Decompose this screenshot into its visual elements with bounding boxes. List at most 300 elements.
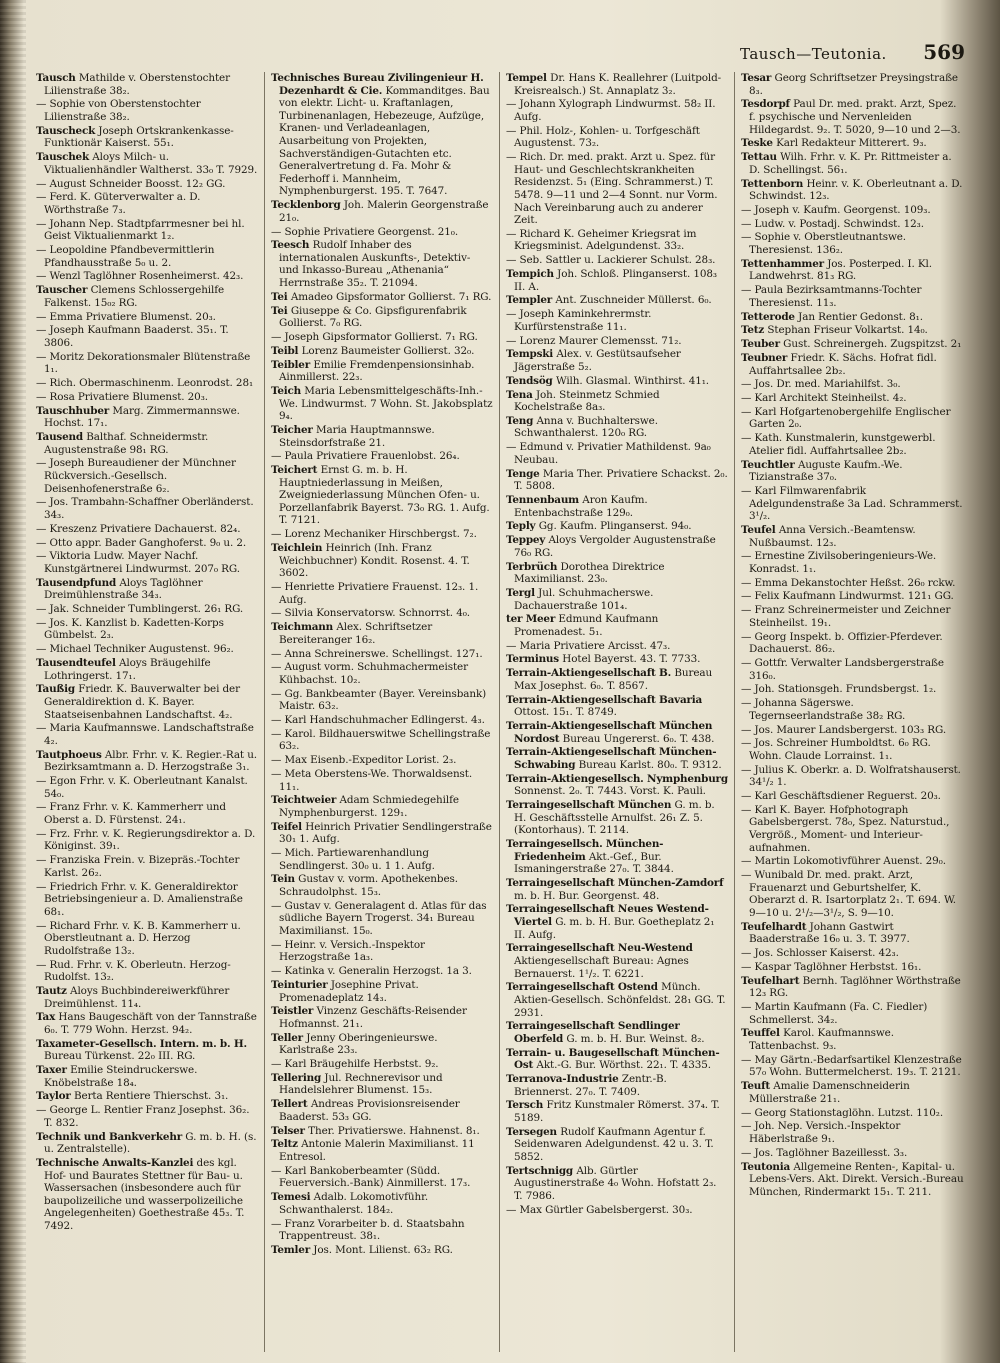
directory-entry [506, 468, 728, 493]
entry-text: Giuseppe & Co. Gipsfigurenfabrik Gollierst. 7₀ RG. [279, 304, 467, 330]
directory-entry [36, 151, 258, 176]
directory-entry [271, 1191, 493, 1216]
directory-entry [741, 855, 964, 868]
entry-text: — Gottfr. Verwalter Landsbergerstraße 316₀. [741, 657, 944, 682]
directory-entry [271, 821, 493, 846]
directory-entry [271, 1165, 493, 1190]
directory-entry [741, 737, 964, 762]
directory-entry [36, 270, 258, 283]
directory-entry [506, 254, 728, 267]
directory-entry [271, 1072, 493, 1097]
entry-text: — Johann Xylograph Lindwurmst. 58₂ II. Aufg. [506, 98, 716, 123]
entry-text: Bureau Karlst. 80₀. T. 9312. [578, 758, 722, 771]
entry-headword: Tausendteufel [36, 657, 116, 669]
directory-entry [741, 1147, 964, 1160]
entry-text: — Joh. Nep. Versich.-Inspektor Häberlstraße 9₁. [741, 1120, 901, 1145]
directory-entry [271, 1098, 493, 1123]
entry-text: Bureau Türkenst. 22₀ III. RG. [44, 1050, 196, 1063]
directory-entry [506, 335, 728, 348]
entry-headword: Teibl [271, 344, 299, 357]
entry-text: Rudolf Inhaber des internationalen Auskunfts-, Detektiv- und Inkasso-Bureau „Athenania“ Herrnstraße 35₂. T. 21094. [279, 239, 471, 290]
entry-headword: Tautz [36, 984, 67, 997]
entry-text: — Katinka v. Generalin Herzogst. 1a 3. [271, 965, 472, 978]
directory-entry [36, 801, 258, 826]
directory-entry [506, 746, 728, 771]
directory-entry [36, 550, 258, 575]
entry-headword: Teesch [271, 239, 310, 252]
entry-headword: Teicher [271, 423, 313, 436]
directory-entry [506, 1165, 728, 1203]
entry-text: Gust. Schreinergeh. Zugspitzst. 2₁ [783, 338, 962, 351]
entry-text: Alex. Schriftsetzer Bereiteranger 16₂. [279, 621, 433, 646]
entry-text: Allgemeine Renten-, Kapital- u. Lebens-Vers. Akt. Direkt. Versich.-Bureau München, Rindermarkt 15₁. T. 211. [749, 1160, 964, 1198]
entry-text: Amalie Damenschneiderin Müllerstraße 21₁. [749, 1080, 910, 1105]
entry-text: Ottost. 15₁. T. 8749. [514, 706, 617, 719]
directory-entry [271, 939, 493, 964]
entry-headword: Technik und Bankverkehr [36, 1130, 182, 1143]
directory-entry [741, 975, 964, 1000]
directory-entry [271, 424, 493, 449]
entry-text: Jos. Mont. Lilienst. 63₂ RG. [313, 1243, 453, 1256]
directory-entry [36, 617, 258, 642]
directory-entry [36, 457, 258, 495]
entry-headword: ter Meer [506, 613, 556, 626]
entry-headword: Tersegen [506, 1125, 557, 1138]
directory-entry [36, 577, 258, 602]
directory-entry [36, 244, 258, 269]
entry-text: Emilie Fremdenpensionsinhab. Ainmillerst. 22₃. [279, 358, 475, 384]
entry-text: G. m. b. H. (s. u. Zentralstelle). [44, 1130, 257, 1156]
entry-headword: Teibler [271, 358, 310, 371]
directory-entry [271, 199, 493, 224]
entry-text: Stephan Friseur Volkartst. 14₀. [767, 324, 928, 337]
directory-entry [741, 631, 964, 656]
entry-text: — Joseph Kaminkehrermstr. Kurfürstenstraße 11₁. [506, 308, 652, 333]
entry-text: Jan Rentier Gedonst. 8₁. [798, 310, 923, 323]
entry-text: — Richard K. Geheimer Kriegsrat im Kriegsminist. Adelgundenst. 33₂. [506, 227, 697, 253]
directory-entry [36, 749, 258, 774]
entry-headword: Teller [271, 1031, 303, 1044]
entry-text: — Kreszenz Privatiere Dachauerst. 82₄. [36, 522, 241, 535]
entry-text: G. m. b. H. Bur. Weinst. 8₂. [566, 1032, 705, 1045]
directory-entry [271, 607, 493, 620]
entry-text: Friedr. K. Sächs. Hofrat fidl. Auffahrtsallee 2b₂. [749, 351, 937, 377]
entry-text: Aron Kaufm. Entenbachstraße 129₀. [514, 494, 648, 519]
directory-entry [36, 496, 258, 521]
directory-entry [741, 1161, 964, 1199]
directory-entry [271, 768, 493, 793]
directory-entry [741, 921, 964, 946]
entry-headword: Tempich [506, 268, 554, 281]
entry-text: Sonnenst. 2₀. T. 7443. Vorst. K. Pauli. [514, 785, 706, 798]
directory-entry [741, 406, 964, 431]
entry-text: Bureau Max Josephst. 6₀. T. 8567. [514, 667, 713, 692]
entry-text: — Karl Hofgartenobergehilfe Englischer Garten 2₀. [741, 405, 951, 431]
entry-headword: Tein [271, 873, 295, 886]
entry-text: — Friedrich Frhr. v. K. Generaldirektor Betriebsingenieur a. D. Amalienstraße 68₁. [36, 880, 243, 918]
entry-headword: Tergl [506, 586, 535, 599]
directory-entry [271, 1125, 493, 1138]
entry-headword: Teufel [741, 523, 776, 536]
entry-headword: Tesar [741, 72, 772, 84]
entry-text: — Rosa Privatiere Blumenst. 20₃. [36, 390, 208, 403]
entry-text: Antonie Malerin Maximilianst. 11 Entresol. [279, 1138, 475, 1163]
entry-text: Jos. Posterped. I. Kl. Landwehrst. 81₃ RG. [749, 257, 932, 283]
directory-columns [30, 72, 970, 1352]
column-2 [265, 72, 500, 1352]
directory-entry [741, 218, 964, 231]
entry-text: — Kath. Kunstmalerin, kunstgewerbl. Atelier fidl. Auffahrtsallee 2b₂. [741, 432, 936, 457]
directory-entry [506, 1047, 728, 1072]
directory-entry [741, 311, 964, 324]
entry-headword: Tausch [36, 72, 76, 84]
entry-text: — Martin Lokomotivführer Auenst. 29₀. [741, 855, 946, 868]
entry-text: — Jak. Schneider Tumblingerst. 26₁ RG. [36, 603, 244, 616]
directory-entry [36, 1157, 258, 1233]
column-4 [735, 72, 970, 1352]
directory-entry [36, 985, 258, 1010]
directory-entry [741, 869, 964, 919]
entry-headword: Tena [506, 388, 533, 401]
directory-entry [36, 643, 258, 656]
directory-entry [506, 294, 728, 307]
directory-entry [506, 613, 728, 638]
entry-text: — Rud. Frhr. v. K. Oberleutn. Herzog-Rudolfst. 13₂. [36, 958, 231, 984]
entry-headword: Terraingesellschaft Sendlinger Oberfeld [506, 1020, 680, 1045]
directory-entry [506, 415, 728, 440]
entry-headword: Tempski [506, 348, 554, 361]
entry-text: Karl Redakteur Mitterert. 9₃. [776, 137, 927, 150]
directory-entry [36, 537, 258, 550]
entry-text: Joh. Malerin Georgenstraße 21₀. [279, 199, 489, 224]
directory-entry [36, 775, 258, 800]
entry-text: — Jos. Trambahn-Schaffner Oberländerst. 34₃. [36, 496, 254, 521]
directory-entry [506, 228, 728, 253]
entry-headword: Terraingesellschaft München [506, 799, 672, 812]
column-1 [30, 72, 265, 1352]
entry-text: — Emma Privatiere Blumenst. 20₃. [36, 310, 216, 323]
entry-text: — Max Gürtler Gabelsbergerst. 30₃. [506, 1203, 693, 1216]
entry-text: Marg. Zimmermannswe. Hochst. 17₁. [44, 404, 240, 430]
directory-entry [271, 385, 493, 423]
entry-text: — Joseph Bureaudiener der Münchner Rückversich.-Gesellsch. Deisenhofenerstraße 6₂. [36, 457, 236, 495]
entry-headword: Terbrüch [506, 560, 558, 573]
directory-entry [741, 524, 964, 549]
entry-text: m. b. H. Bur. Georgenst. 48. [514, 889, 660, 902]
entry-headword: Teply [506, 520, 536, 533]
directory-entry [271, 464, 493, 527]
entry-text: — Gg. Bankbeamter (Bayer. Vereinsbank) Maistr. 63₂. [271, 687, 487, 713]
entry-text: — Franz Frhr. v. K. Kammerherr und Oberst a. D. Fürstenst. 24₁. [36, 801, 226, 827]
entry-headword: Taußig [36, 683, 75, 696]
entry-headword: Tellering [271, 1071, 322, 1084]
entry-headword: Tenge [506, 467, 540, 480]
directory-entry [741, 352, 964, 377]
entry-headword: Teufelhart [741, 974, 800, 987]
entry-text: — Wenzl Taglöhner Rosenheimerst. 42₃. [36, 270, 244, 283]
entry-headword: Teuchtler [741, 458, 795, 471]
entry-text: Johann Gastwirt Baaderstraße 16₀ u. 3. T. 3977. [749, 920, 910, 946]
entry-text: Joh. Schloß. Plinganserst. 108₃ II. A. [514, 268, 717, 293]
entry-text: — Edmund v. Privatier Mathildenst. 9a₀ Neubau. [506, 441, 711, 466]
entry-text: des kgl. Hof- und Baurates Stettner für Bau- u. Wassersachen (insbesondere auch für baupolizeiliche und wasserpolizeiliche Angelegenheiten) Goethestraße 45₃. T. 7492. [44, 1156, 245, 1232]
directory-entry [506, 534, 728, 559]
directory-entry [741, 378, 964, 391]
entry-headword: Terrain-Aktiengesellschaft München Nordost [506, 719, 713, 745]
entry-headword: Tetz [741, 324, 765, 337]
entry-text: — August vorm. Schuhmachermeister Kühbachst. 10₂. [271, 661, 468, 686]
directory-entry [36, 828, 258, 853]
entry-headword: Teifel [271, 820, 302, 833]
entry-text: Gustav v. vorm. Apothekenbes. Schraudolphst. 15₃. [279, 873, 458, 899]
entry-text: Ernst G. m. b. H. Hauptniederlassung in Meißen, Zweigniederlassung München Ofen- u. Porzellanfabrik Bayerst. 73₀ RG. 1. Aufg. T. 7121. [279, 464, 490, 527]
entry-text: Akt.-Gef., Bur. Ismaningerstraße 27₀. T. 3844. [514, 850, 674, 876]
entry-headword: Tautphoeus [36, 748, 102, 761]
entry-text: — Rich. Dr. med. prakt. Arzt u. Spez. für Haut- und Geschlechtskrankheiten Residenzst. 5₁ (Eing. Schrammerst.) T. 5478. 9—11 und 2—4 Sonnt. nur Vorm. Nach Vereinbarung auch zu anderer Zeit. [506, 151, 718, 227]
entry-headword: Terrain- u. Baugesellschaft München-Ost [506, 1046, 720, 1072]
entry-text: Edmund Kaufmann Promenadest. 5₁. [514, 613, 659, 638]
entry-text: Paul Dr. med. prakt. Arzt, Spez. f. psychische und Nervenleiden Hildegardst. 9₂. T. 5020, 9—10 und 2—3. [749, 98, 961, 136]
directory-entry [271, 345, 493, 358]
entry-text: — Joseph Gipsformator Gollierst. 7₁ RG. [271, 331, 478, 343]
entry-text: Bernh. Taglöhner Wörthstraße 12₃ RG. [749, 974, 961, 1000]
directory-entry [506, 1126, 728, 1164]
entry-headword: Teske [741, 137, 773, 150]
directory-entry [271, 305, 493, 330]
entry-headword: Tesdorpf [741, 98, 790, 111]
entry-headword: Tendsög [506, 374, 553, 387]
entry-text: Hans Baugeschäft von der Tannstraße 6₀. T. 779 Wohn. Herzst. 94₂. [44, 1011, 257, 1036]
entry-text: — Karl Handschuhmacher Edlingerst. 4₃. [271, 714, 485, 727]
entry-headword: Teutonia [741, 1160, 791, 1173]
directory-entry [36, 218, 258, 243]
directory-entry [741, 204, 964, 217]
directory-entry [36, 683, 258, 721]
entry-text: Aloys Bräugehilfe Lothringerst. 17₁. [44, 657, 211, 682]
directory-entry [36, 722, 258, 747]
entry-headword: Teubner [741, 351, 788, 364]
entry-headword: Tei [271, 304, 288, 317]
entry-text: Josephine Privat. Promenadeplatz 14₃. [279, 978, 419, 1004]
entry-text: — Johanna Sägerswe. Tegernseerlandstraße 38₂ RG. [741, 697, 906, 722]
entry-headword: Teistler [271, 1005, 314, 1018]
directory-entry [36, 72, 258, 97]
column-3 [500, 72, 735, 1352]
directory-entry [271, 226, 493, 239]
entry-text: Adalb. Lokomotivführ. Schwanthalerst. 184₂. [279, 1191, 429, 1216]
entry-headword: Tauschhuber [36, 404, 110, 417]
directory-entry [271, 359, 493, 384]
running-title: Tausch—Teutonia. [740, 45, 887, 63]
entry-headword: Technische Anwalts-Kanzlei [36, 1156, 194, 1169]
entry-headword: Tettenborn [741, 177, 804, 190]
directory-entry [741, 550, 964, 575]
entry-text: Münch. Aktien-Gesellsch. Schönfeldst. 28₁ GG. T. 2931. [514, 981, 726, 1019]
entry-text: — Franziska Frein. v. Bizepräs.-Tochter Karlst. 26₂. [36, 854, 240, 879]
directory-entry [506, 389, 728, 414]
entry-text: — Karl Bräugehilfe Herbstst. 9₂. [271, 1058, 439, 1071]
directory-entry [36, 1090, 258, 1103]
entry-text: Fritz Kunstmaler Römerst. 37₄. T. 5189. [514, 1099, 720, 1125]
entry-text: — Karl Geschäftsdiener Reguerst. 20₃. [741, 790, 941, 803]
directory-entry [36, 523, 258, 536]
entry-headword: Teinturier [271, 978, 328, 991]
entry-text: — Richard Frhr. v. K. B. Kammerherr u. Oberstleutnant a. D. Herzog Rudolfstraße 13₂. [36, 919, 241, 957]
directory-entry [36, 881, 258, 919]
directory-entry [741, 804, 964, 854]
entry-headword: Tauscher [36, 284, 88, 297]
directory-entry [36, 657, 258, 682]
entry-headword: Terminus [506, 653, 559, 666]
directory-entry [506, 653, 728, 666]
directory-entry [506, 348, 728, 373]
directory-entry [271, 1218, 493, 1243]
entry-headword: Terraingesellschaft München-Zamdorf [506, 877, 724, 890]
entry-headword: Tettenhammer [741, 257, 824, 270]
directory-entry [506, 694, 728, 719]
directory-entry [506, 1020, 728, 1045]
entry-text: — Julius K. Oberkr. a. D. Wolfratshauserst. 34¹/₂ 1. [741, 763, 961, 789]
directory-entry [271, 1138, 493, 1163]
entry-text: Karol. Kaufmannswe. Tattenbachst. 9₃. [749, 1027, 894, 1053]
entry-text: — Martin Kaufmann (Fa. C. Fiedler) Schmellerst. 34₂. [741, 1001, 928, 1026]
entry-text: — Karl Bankoberbeamter (Südd. Feuerversich.-Bank) Ainmillerst. 17₃. [271, 1164, 471, 1190]
entry-text: — Jos. Dr. med. Mariahilfst. 3₀. [741, 378, 901, 391]
directory-entry [271, 72, 493, 198]
entry-text: — Max Eisenb.-Expeditor Lorist. 2₃. [271, 754, 457, 767]
entry-text: — Mich. Partiewarenhandlung Sendlingerst. 30₀ u. 1 1. Aufg. [271, 847, 435, 872]
entry-headword: Terraingesellschaft Neu-Westend [506, 942, 693, 955]
directory-entry [506, 587, 728, 612]
directory-entry [36, 351, 258, 376]
entry-text: — Joseph Kaufmann Baaderst. 35₁. T. 3806. [36, 324, 229, 349]
entry-text: Vinzenz Geschäfts-Reisender Hofmannst. 21₁. [279, 1005, 467, 1030]
entry-text: Kommanditges. Bau von elektr. Licht- u. Kraftanlagen, Turbinenanlagen, Hebezeuge, Aufzüge, Kranen- und Verladeanlagen, Ausarbeitung von Projekten, Sachverständigen-Gutachten etc. Generalvertretung d. Fa. Mohr & Federhoff i. Mannheim, Nymphenburgerst. 195. T. 7647. [279, 84, 490, 198]
directory-entry [271, 581, 493, 606]
directory-entry [506, 375, 728, 388]
entry-text: — Jos. Schreiner Humboldtst. 6₀ RG. Wohn. Claude Lorrainst. 1₁. [741, 737, 931, 762]
entry-text: — Sophie Privatiere Georgenst. 21₀. [271, 225, 459, 238]
directory-entry [271, 754, 493, 767]
entry-headword: Teuber [741, 338, 780, 351]
entry-text: — Heinr. v. Versich.-Inspektor Herzogstraße 1a₃. [271, 938, 425, 964]
entry-text: — Frz. Frhr. v. K. Regierungsdirektor a. D. Königinst. 39₁. [36, 827, 256, 853]
entry-text: — Franz Vorarbeiter b. d. Staatsbahn Trappentreust. 38₁. [271, 1217, 465, 1243]
directory-entry [506, 720, 728, 745]
directory-entry [506, 561, 728, 586]
entry-headword: Terrain-Aktiengesellschaft München-Schwabing [506, 746, 717, 771]
entry-text: — Rich. Obermaschinenm. Leonrodst. 28₁ [36, 377, 254, 390]
entry-text: — Kaspar Taglöhner Herbstst. 16₁. [741, 960, 922, 973]
directory-entry [36, 311, 258, 324]
directory-entry [271, 661, 493, 686]
entry-text: Maria Ther. Privatiere Schackst. 2₀. T. 5808. [514, 467, 728, 493]
directory-entry [271, 648, 493, 661]
entry-text: — Sophie von Oberstenstochter Lilienstraße 38₂. [36, 98, 201, 123]
directory-entry [741, 590, 964, 603]
entry-text: Wilh. Glasmal. Winthirst. 41₁. [555, 374, 709, 387]
entry-headword: Teltz [271, 1138, 298, 1151]
entry-headword: Teuffel [741, 1027, 780, 1040]
directory-entry [741, 577, 964, 590]
entry-text: Aloys Buchbindereiwerkführer Dreimühlenst. 11₄. [44, 984, 230, 1010]
entry-text: Amadeo Gipsformator Gollierst. 7₁ RG. [290, 290, 492, 303]
entry-text: — Jos. K. Kanzlist b. Kadetten-Korps Gümbelst. 2₃. [36, 616, 224, 642]
directory-entry [741, 137, 964, 150]
directory-entry [741, 1027, 964, 1052]
directory-entry [271, 450, 493, 463]
entry-text: — Lorenz Maurer Clemensst. 71₂. [506, 334, 682, 347]
directory-entry [506, 877, 728, 902]
directory-entry [741, 151, 964, 176]
entry-headword: Tax [36, 1011, 56, 1024]
directory-entry [741, 459, 964, 484]
entry-text: — Karl Architekt Steinheilst. 4₂. [741, 392, 907, 405]
directory-entry [506, 799, 728, 837]
entry-text: — Ludw. v. Postadj. Schwindst. 12₃. [741, 217, 924, 230]
entry-text: Dorothea Direktrice Maximilianst. 23₀. [514, 560, 665, 586]
entry-text: Jul. Rechnerevisor und Handelslehrer Blumenst. 15₃. [279, 1071, 443, 1097]
entry-headword: Terranova-Industrie [506, 1073, 619, 1086]
entry-text: G. m. b. H. Bur. Goetheplatz 2₁ II. Aufg. [514, 916, 715, 941]
directory-entry [271, 1244, 493, 1257]
directory-entry [36, 377, 258, 390]
entry-text: Joh. Steinmetz Schmied Kochelstraße 8a₃. [514, 388, 660, 414]
entry-text: — Ferd. K. Güterverwalter a. D. Wörthstraße 7₃. [36, 191, 201, 216]
directory-entry [741, 485, 964, 523]
directory-entry [741, 258, 964, 283]
entry-text: Aloys Taglöhner Dreimühlenstraße 34₃. [44, 576, 203, 602]
entry-headword: Teng [506, 414, 534, 427]
entry-headword: Teichmann [271, 621, 334, 634]
directory-entry [271, 979, 493, 1004]
directory-entry [741, 657, 964, 682]
directory-entry [271, 1005, 493, 1030]
entry-text: — Jos. Schlosser Kaiserst. 42₃. [741, 947, 899, 960]
entry-headword: Teichert [271, 464, 318, 477]
entry-text: — Henriette Privatiere Frauenst. 12₃. 1. Aufg. [271, 580, 479, 606]
entry-headword: Teppey [506, 534, 546, 547]
directory-entry [506, 125, 728, 150]
entry-text: Anna v. Buchhalterswe. Schwanthalerst. 120₀ RG. [514, 414, 658, 440]
directory-entry [506, 1099, 728, 1124]
entry-text: Zentr.-B. Briennerst. 27₀. T. 7409. [514, 1073, 667, 1098]
entry-text: — Egon Frhr. v. K. Oberleutnant Kanalst. 54₀. [36, 775, 248, 800]
entry-text: Aloys Milch- u. Viktualienhändler Waltherst. 33₀ T. 7929. [44, 151, 258, 176]
entry-text: — Wunibald Dr. med. prakt. Arzt, Frauenarzt und Geburtshelfer, K. Oberarzt d. R. Isartorplatz 2₁. T. 694. W. 9—10 u. 2¹/₂—3¹/₂, S. 9—10. [741, 869, 956, 919]
directory-entry [506, 268, 728, 293]
directory-entry [271, 291, 493, 304]
entry-text: — August Schneider Boosst. 12₂ GG. [36, 177, 226, 190]
entry-text: — May Gärtn.-Bedarfsartikel Klenzestraße 57₀ Wohn. Buttermelcherst. 19₃. T. 2121. [741, 1053, 962, 1079]
entry-headword: Templer [506, 294, 553, 307]
entry-text: — Paula Bezirksamtmanns-Tochter Theresienst. 11₃. [741, 284, 922, 309]
entry-text: Aloys Vergolder Augustenstraße 76₀ RG. [514, 534, 716, 559]
directory-entry [271, 900, 493, 938]
entry-text: — Karl K. Bayer. Hofphotograph Gabelsbergerst. 78₀, Spez. Naturstud., Vergröß., Moment- und Interieur-aufnahmen. [741, 803, 950, 854]
directory-entry [506, 838, 728, 876]
directory-entry [741, 324, 964, 337]
entry-headword: Tausendpfund [36, 576, 117, 589]
entry-text: Andreas Provisionsreisender Baaderst. 53₃ GG. [279, 1098, 460, 1123]
entry-text: — Lorenz Mechaniker Hirschbergst. 7₂. [271, 528, 477, 541]
directory-entry [36, 98, 258, 123]
directory-entry [36, 1104, 258, 1129]
directory-entry [271, 331, 493, 344]
entry-text: Balthaf. Schneidermstr. Augustenstraße 98₁ RG. [44, 431, 209, 456]
entry-text: — Silvia Konservatorsw. Schnorrst. 4₀. [271, 607, 470, 620]
entry-text: Albr. Frhr. v. K. Regier.-Rat u. Bezirksamtmann a. D. Herzogstraße 3₁. [44, 748, 257, 774]
